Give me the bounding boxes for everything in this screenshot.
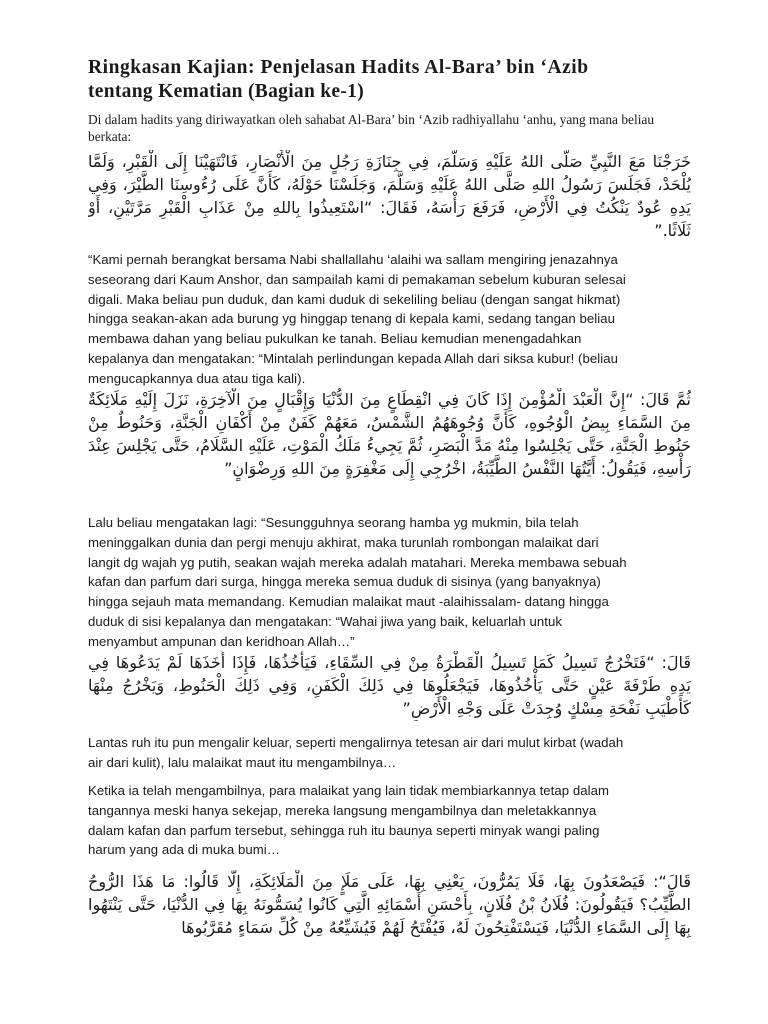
text-line: mengucapkannya dua atau tiga kali). xyxy=(88,370,306,386)
text-line: menyambut ampunan dan keridhoan Allah…” xyxy=(88,633,355,649)
text-line: membawa dahan yang beliau pukulkan ke tanah. Beliau kemudian menengadahkan xyxy=(88,331,582,347)
text-line: harum yang ada di muka bumi… xyxy=(88,842,280,858)
text-line: duduk di sisi kepalanya dan mengatakan: “Wahai jiwa yang baik, keluarlah untuk xyxy=(88,613,563,629)
translation-paragraph-4 xyxy=(88,781,691,860)
text-line: dalam kafan dan parfum tersebut, sehingga ruh itu baunya seperti minyak wangi paling xyxy=(88,822,600,838)
intro-paragraph: Di dalam hadits yang diriwayatkan oleh sahabat Al-Bara’ bin ‘Azib radhiyallahu ‘anhu, yang mana beliau berkata: xyxy=(88,112,655,144)
text-line: seseorang dari Kaum Anshor, dan sampailah kami di pemakaman sebelum kuburan selesai xyxy=(88,271,626,287)
text-line: hingga sejauh mata memandang. Kemudian malaikat maut -alaihissalam- datang hingga xyxy=(88,594,609,610)
title-line-1: Ringkasan Kajian: Penjelasan Hadits Al-Bara’ bin ‘Azib xyxy=(88,57,589,78)
text-line: “Kami pernah berangkat bersama Nabi shallallahu ‘alaihi wa sallam mengiring jenazahnya xyxy=(88,252,618,267)
arabic-paragraph-3: قَالَ: “فَتَخْرُجُ تَسِيلُ كَمَا تَسِيلُ الْقَطْرَةُ مِنْ فِي السِّقَاءِ، فَيَأْخُذُهَا، فَإِذَا أَخَذَهَا لَمْ يَدَعُوهَا فِي يَدِهِ طَرْفَةَ عَيْنٍ حَتَّى يَأْخُذُوهَا، فَيَجْعَلُوهَا فِي ذَلِكَ الْكَفَنِ، وَفِي ذَلِكَ الْحَنُوطِ، وَيَخْرُجُ مِنْهَا كَأَطْيَبِ نَفْحَةِ مِسْكٍ وُجِدَتْ عَلَى وَجْهِ الْأَرْضِ” xyxy=(88,653,691,718)
text-line: Ketika ia telah mengambilnya, para malaikat yang lain tidak membiarkannya tetap dalam xyxy=(88,783,610,798)
text-line: kepalanya dan mengatakan: “Mintalah perlindungan kepada Allah dari siksa kubur! (beliau xyxy=(88,350,618,366)
text-line: Lalu beliau mengatakan lagi: “Sesungguhnya seorang hamba yg mukmin, bila telah xyxy=(88,515,579,530)
text-line: hingga seakan-akan ada burung yg hinggap tenang di kepala kami, sedang tangan beliau xyxy=(88,311,615,327)
translation-paragraph-3 xyxy=(88,733,691,773)
text-line: meninggalkan dunia dan pergi menuju akhirat, maka turunlah rombongan malaikat dari xyxy=(88,534,599,550)
arabic-paragraph-4: قَالَ“: فَيَصْعَدُونَ بِهَا، فَلَا يَمُرُّونَ، يَعْنِي بِهَا، عَلَى مَلَإٍ مِنَ الْمَلَائِكَةِ، إِلَّا قَالُوا: مَا هَذَا الرُّوحُ الطَّيِّبُ؟ فَيَقُولُونَ: فُلَانُ بْنُ فُلَانٍ، بِأَحْسَنِ أَسْمَائِهِ الَّتِي كَانُوا يُسَمُّونَهُ بِهَا فِي الدُّنْيَا، حَتَّى يَنْتَهُوا بِهَا إِلَى السَّمَاءِ الدُّنْيَا، فَيَسْتَفْتِحُونَ لَهُ، فَيُفْتَحُ لَهُمْ فَيُشَيِّعُهُ مِنْ كُلِّ سَمَاءٍ مُقَرَّبُوهَا xyxy=(88,872,691,937)
title-line-2: tentang Kematian (Bagian ke-1) xyxy=(88,81,365,102)
translation-paragraph-1 xyxy=(88,250,691,389)
translation-paragraph-2 xyxy=(88,513,691,652)
text-line: digali. Maka beliau pun duduk, dan kami duduk di sekeliling beliau (dengan sangat hikmat) xyxy=(88,291,621,307)
arabic-paragraph-2: ثُمَّ قَالَ: “إِنَّ الْعَبْدَ الْمُؤْمِنَ إِذَا كَانَ فِي انْقِطَاعٍ مِنَ الدُّنْيَا وَإِقْبَالٍ مِنَ الْآخِرَةِ، نَزَلَ إِلَيْهِ مَلَائِكَةٌ مِنَ السَّمَاءِ بِيضُ الْوُجُوهِ، كَأَنَّ وُجُوهَهُمُ الشَّمْسُ، مَعَهُمْ كَفَنٌ مِنْ أَكْفَانِ الْجَنَّةِ، وَحَنُوطٌ مِنْ حَنُوطِ الْجَنَّةِ، حَتَّى يَجْلِسُوا مِنْهُ مَدَّ الْبَصَرِ، ثُمَّ يَجِيءُ مَلَكُ الْمَوْتِ، عَلَيْهِ السَّلَامُ، حَتَّى يَجْلِسَ عِنْدَ رَأْسِهِ، فَيَقُولُ: أَيَّتُهَا النَّفْسُ الطَّيِّبَةُ، اخْرُجِي إِلَى مَغْفِرَةٍ مِنَ اللهِ وَرِضْوَانٍ” xyxy=(88,390,691,478)
text-line: langit dg wajah yg putih, seakan wajah mereka adalah matahari. Mereka membawa sebuah xyxy=(88,554,627,570)
text-line: tangannya meski hanya sekejap, mereka langsung mengambilnya dan meletakkannya xyxy=(88,802,597,818)
arabic-paragraph-1: خَرَجْنَا مَعَ النَّبِيِّ صَلَّى اللهُ عَلَيْهِ وَسَلَّمَ، فِي جِنَازَةِ رَجُلٍ مِنَ الْأَنْصَارِ، فَانْتَهَيْنَا إِلَى الْقَبْرِ، وَلَمَّا يُلْحَدْ، فَجَلَسَ رَسُولُ اللهِ صَلَّى اللهُ عَلَيْهِ وَسَلَّمَ، وَجَلَسْنَا حَوْلَهُ، كَأَنَّ عَلَى رُءُوسِنَا الطَّيْرَ، وَفِي يَدِهِ عُودٌ يَنْكُتُ فِي الْأَرْضِ، فَرَفَعَ رَأْسَهُ، فَقَالَ: “اسْتَعِيذُوا بِاللهِ مِنْ عَذَابِ الْقَبْرِ مَرَّتَيْنِ، أَوْ ثَلَاثًا.” xyxy=(88,152,691,240)
text-line: kafan dan parfum dari surga, hingga mereka semua duduk di sisinya (yang banyaknya) xyxy=(88,574,601,590)
text-line: Lantas ruh itu pun mengalir keluar, seperti mengalirnya tetesan air dari mulut kirbat (wadah xyxy=(88,735,624,750)
document-title xyxy=(88,56,688,104)
text-line: air dari kulit), lalu malaikat maut itu mengambilnya… xyxy=(88,754,397,770)
